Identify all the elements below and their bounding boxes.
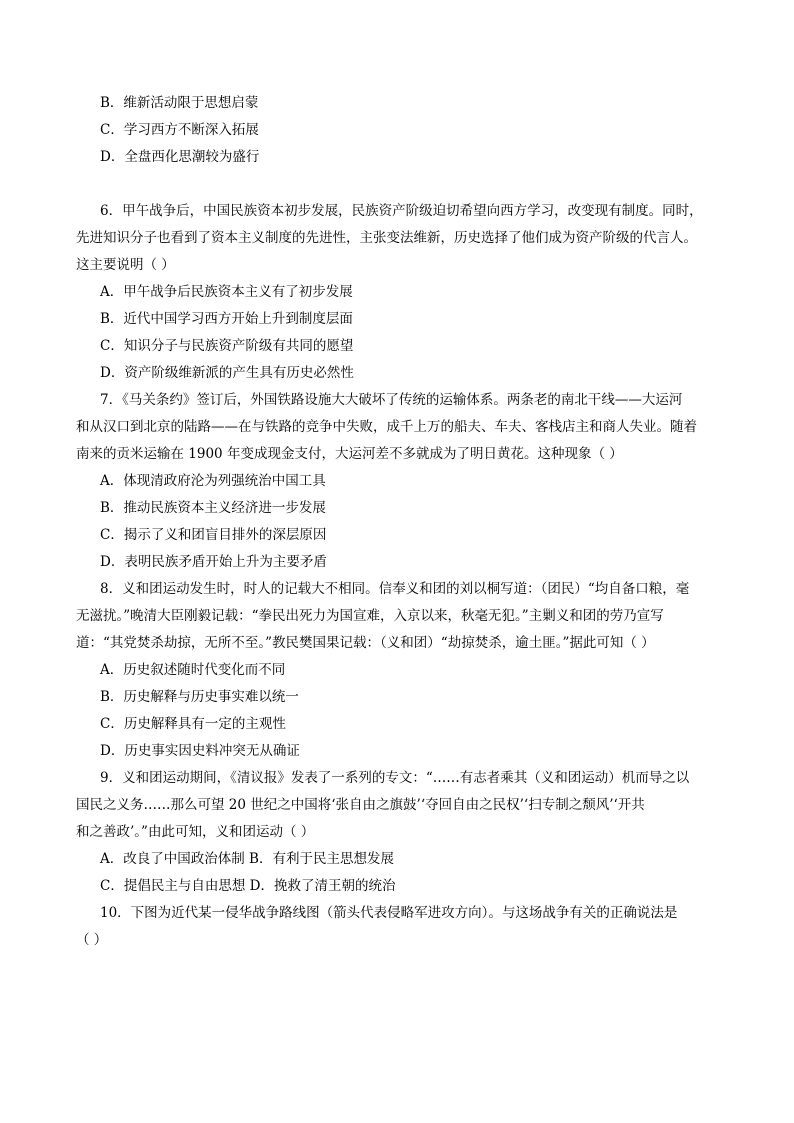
question-7	[76, 387, 724, 576]
q8-stem-line-3: 道：“其党焚杀劫掠，无所不至。”教民樊国果记载：（义和团）“劫掠焚杀，逾土匪。”据此可知（ ）	[76, 635, 655, 651]
question-10	[76, 900, 724, 954]
q9-options-ab: A．改良了中国政治体制 B．有利于民主思想发展	[100, 851, 394, 867]
q6-stem-line-1: 6．甲午战争后，中国民族资本初步发展，民族资产阶级迫切希望向西方学习，改变现有制度。同时，	[100, 203, 703, 219]
q6-option-b: B．近代中国学习西方开始上升到制度层面	[100, 311, 353, 327]
q6-stem-line-3: 这主要说明（ ）	[76, 257, 175, 273]
q8-stem-line-1: 8．义和团运动发生时，时人的记载大不相同。信奉义和团的刘以桐写道：（团民）“均自备口粮，毫	[100, 581, 690, 597]
question-6	[76, 198, 724, 387]
q10-stem-line-1: 10．下图为近代某一侵华战争路线图（箭头代表侵略军进攻方向）。与这场战争有关的正确说法是	[100, 905, 678, 921]
q8-option-b: B．历史解释与历史事实难以统一	[100, 689, 299, 705]
q7-option-a: A．体现清政府沦为列强统治中国工具	[100, 473, 326, 489]
q7-option-d: D．表明民族矛盾开始上升为主要矛盾	[100, 554, 327, 570]
q6-option-a: A．甲午战争后民族资本主义有了初步发展	[100, 284, 353, 300]
q9-stem-line-2: 国民之义务……那么可望 20 世纪之中国将‘张自由之旗鼓’‘夺回自由之民权’‘扫专制之颓风’‘开共	[76, 797, 645, 813]
q8-option-d: D．历史事实因史料冲突无从确证	[100, 743, 300, 759]
q6-option-c: C．知识分子与民族资产阶级有共同的愿望	[100, 338, 354, 354]
q5-option-c: C．学习西方不断深入拓展	[100, 122, 259, 138]
q6-option-d: D．资产阶级维新派的产生具有历史必然性	[100, 365, 354, 381]
question-8	[76, 576, 724, 765]
q5-option-d: D．全盘西化思潮较为盛行	[100, 149, 260, 165]
q7-option-c: C．揭示了义和团盲目排外的深层原因	[100, 527, 327, 543]
q7-stem-line-1: 7．《马关条约》签订后，外国铁路设施大大破坏了传统的运输体系。两条老的南北干线——大运河	[100, 392, 683, 408]
q8-stem-line-2: 无滋扰。”晚清大臣刚毅记载：“拳民出死力为国宣难，入京以来，秋毫无犯。”主剿义和团的劳乃宣写	[76, 608, 664, 624]
q7-option-b: B．推动民族资本主义经济进一步发展	[100, 500, 326, 516]
q8-option-a: A．历史叙述随时代变化而不同	[100, 662, 286, 678]
q9-options-cd: C．提倡民主与自由思想 D．挽救了清王朝的统治	[100, 878, 396, 894]
q7-stem-line-2: 和从汉口到北京的陆路——在与铁路的竞争中失败，成千上万的船夫、车夫、客栈店主和商人失业。随着	[76, 419, 697, 435]
q8-option-c: C．历史解释具有一定的主观性	[100, 716, 286, 732]
q9-stem-line-1: 9．义和团运动期间，《清议报》发表了一系列的专文：“……有志者乘其（义和团运动）机而导之以	[100, 770, 690, 786]
q10-stem-line-2: （ ）	[76, 932, 108, 948]
q5-option-b: B．维新活动限于思想启蒙	[100, 95, 259, 111]
q6-stem-line-2: 先进知识分子也看到了资本主义制度的先进性，主张变法维新，历史选择了他们成为资产阶级的代言人。	[76, 230, 697, 246]
question-9	[76, 765, 724, 900]
q7-stem-line-3: 南来的贡米运输在 1900 年变成现金支付，大运河差不多就成为了明日黄花。这种现象（ ）	[76, 446, 623, 462]
question-5-options	[76, 90, 724, 171]
q9-stem-line-3: 和之善政’。”由此可知，义和团运动（ ）	[76, 824, 315, 840]
